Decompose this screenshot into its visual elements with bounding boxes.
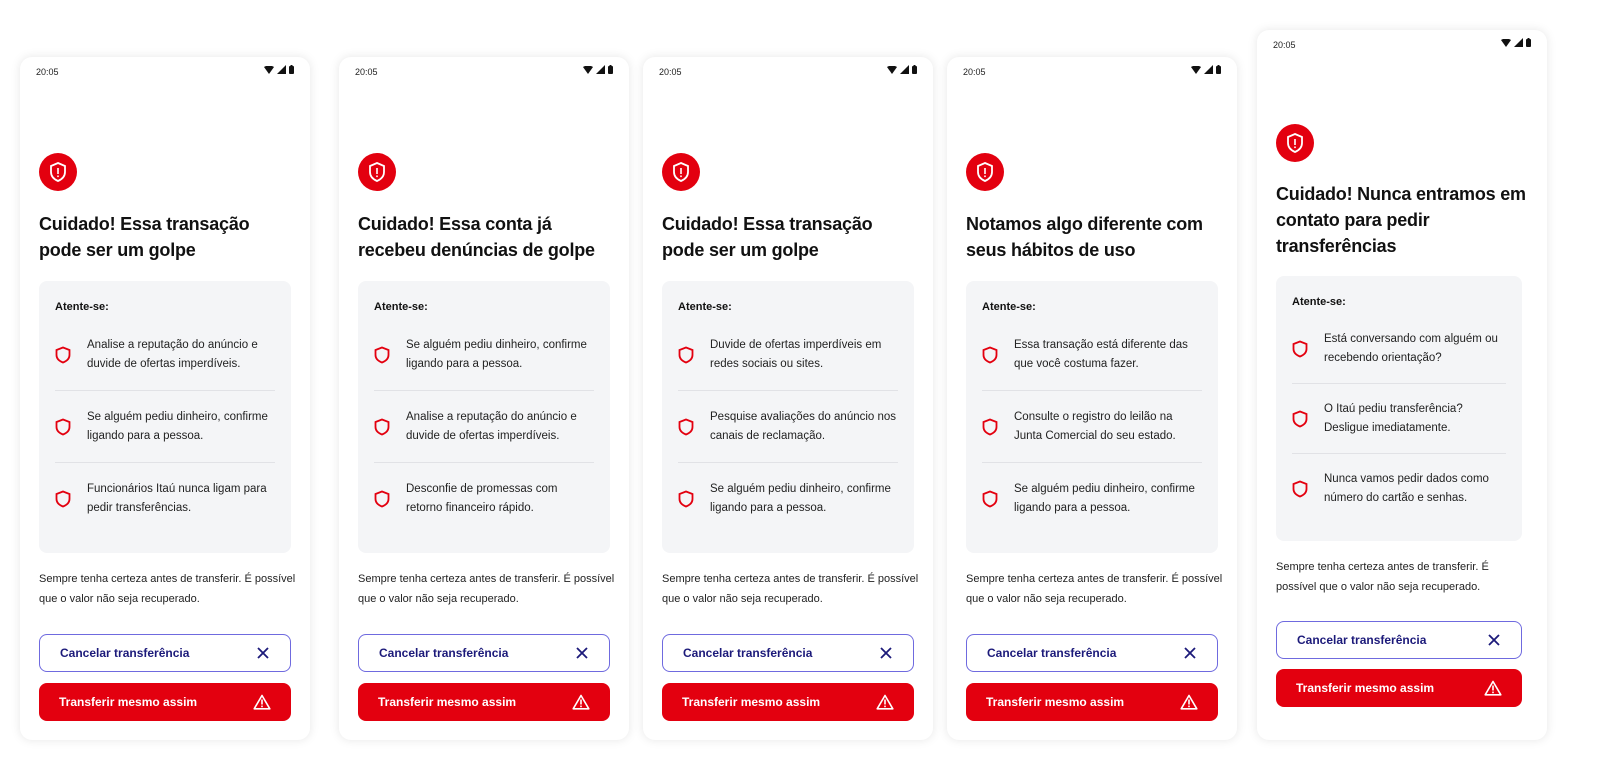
shield-alert-icon [39,153,77,191]
status-time: 20:05 [36,67,59,77]
transfer-anyway-label: Transferir mesmo assim [378,695,517,709]
tip-text: Duvide de ofertas imperdíveis em redes sociais ou sites. [710,338,882,370]
tip-item [678,463,898,534]
battery-icon [912,65,917,74]
transfer-anyway-button[interactable] [39,683,291,721]
tips-card [39,281,291,553]
warning-triangle-icon [572,694,590,710]
phone-screen-3 [643,57,933,740]
warning-note: Sempre tenha certeza antes de transferir. É possível que o valor não seja recuperado. [966,573,1223,605]
transfer-anyway-button[interactable] [966,683,1218,721]
shield-alert-icon [358,153,396,191]
tip-text: Funcionários Itaú nunca ligam para pedir transferências. [87,482,267,514]
shield-icon [374,490,390,508]
cancel-transfer-label: Cancelar transferência [60,646,190,660]
tip-item [55,391,275,463]
shield-icon [678,346,694,364]
status-bar-icons [583,65,613,74]
cancel-transfer-button[interactable] [358,634,610,672]
tips-card [966,281,1218,553]
warning-note: Sempre tenha certeza antes de transferir. É possível que o valor não seja recuperado. [39,573,296,605]
transfer-anyway-button[interactable] [662,683,914,721]
tip-text: Analise a reputação do anúncio e duvide de ofertas imperdíveis. [87,338,258,370]
tip-text: Se alguém pediu dinheiro, confirme ligando para a pessoa. [87,410,268,442]
tip-item [1292,314,1506,384]
shield-icon [678,418,694,436]
wifi-icon [583,66,593,74]
tip-item [55,463,275,534]
status-bar-icons [1191,65,1221,74]
phone-screen-2 [339,57,629,740]
tips-heading: Atente-se: [55,301,109,313]
close-icon [1487,633,1501,647]
battery-icon [1216,65,1221,74]
status-bar-icons [264,65,294,74]
tip-item [982,319,1202,391]
wifi-icon [1191,66,1201,74]
shield-icon [374,418,390,436]
page-title: Cuidado! Essa transação pode ser um golpe [662,214,873,260]
status-bar-icons [887,65,917,74]
shield-alert-icon [662,153,700,191]
warning-triangle-icon [1180,694,1198,710]
tip-item [982,391,1202,463]
tip-item [1292,384,1506,454]
transfer-anyway-label: Transferir mesmo assim [59,695,198,709]
shield-icon [55,346,71,364]
warning-triangle-icon [253,694,271,710]
status-time: 20:05 [355,67,378,77]
tip-text: Essa transação está diferente das que você costuma fazer. [1014,338,1188,370]
tip-text: Consulte o registro do leilão na Junta Comercial do seu estado. [1014,410,1176,442]
tip-item [1292,454,1506,523]
cancel-transfer-button[interactable] [662,634,914,672]
warning-triangle-icon [1484,680,1502,696]
cancel-transfer-label: Cancelar transferência [683,646,813,660]
tips-card [1276,276,1522,541]
tip-item [982,463,1202,534]
cancel-transfer-label: Cancelar transferência [987,646,1117,660]
tip-text: Nunca vamos pedir dados como número do cartão e senhas. [1324,472,1489,504]
cancel-transfer-label: Cancelar transferência [379,646,509,660]
tip-item [374,319,594,391]
shield-icon [678,490,694,508]
tip-text: Se alguém pediu dinheiro, confirme ligando para a pessoa. [710,482,891,514]
battery-icon [1526,38,1531,47]
page-title: Cuidado! Essa conta já recebeu denúncias de golpe [358,214,595,260]
status-time: 20:05 [659,67,682,77]
signal-icon [596,65,605,74]
status-time: 20:05 [963,67,986,77]
tips-heading: Atente-se: [1292,296,1346,308]
battery-icon [289,65,294,74]
tips-heading: Atente-se: [982,301,1036,313]
wifi-icon [264,66,274,74]
phone-screen-4 [947,57,1237,740]
cancel-transfer-button[interactable] [39,634,291,672]
phone-screen-1 [20,57,310,740]
tip-item [678,319,898,391]
tip-text: Analise a reputação do anúncio e duvide de ofertas imperdíveis. [406,410,577,442]
tips-heading: Atente-se: [374,301,428,313]
wifi-icon [1501,39,1511,47]
shield-icon [1292,480,1308,498]
transfer-anyway-label: Transferir mesmo assim [682,695,821,709]
shield-icon [55,418,71,436]
tips-heading: Atente-se: [678,301,732,313]
tip-item [374,463,594,534]
close-icon [256,646,270,660]
shield-icon [1292,410,1308,428]
close-icon [1183,646,1197,660]
tip-item [55,319,275,391]
cancel-transfer-button[interactable] [1276,621,1522,659]
tip-text: Pesquise avaliações do anúncio nos canais de reclamação. [710,410,897,442]
shield-alert-icon [966,153,1004,191]
tip-text: Se alguém pediu dinheiro, confirme ligando para a pessoa. [1014,482,1195,514]
signal-icon [900,65,909,74]
tips-card [358,281,610,553]
warning-triangle-icon [876,694,894,710]
warning-note: Sempre tenha certeza antes de transferir. É possível que o valor não seja recuperado. [358,573,615,605]
shield-alert-icon [1276,124,1314,162]
shield-icon [982,418,998,436]
wifi-icon [887,66,897,74]
warning-note: Sempre tenha certeza antes de transferir. É possível que o valor não seja recuperado. [1276,561,1489,593]
tip-text: Está conversando com alguém ou recebendo orientação? [1324,332,1498,364]
tip-text: Desconfie de promessas com retorno financeiro rápido. [406,482,558,514]
cancel-transfer-label: Cancelar transferência [1297,633,1427,647]
status-bar-icons [1501,38,1531,47]
battery-icon [608,65,613,74]
tip-text: Se alguém pediu dinheiro, confirme ligando para a pessoa. [406,338,587,370]
signal-icon [1514,38,1523,47]
phone-screen-5 [1257,30,1547,740]
tip-item [678,391,898,463]
page-title: Cuidado! Essa transação pode ser um golpe [39,214,250,260]
cancel-transfer-button[interactable] [966,634,1218,672]
shield-icon [982,490,998,508]
signal-icon [277,65,286,74]
close-icon [575,646,589,660]
shield-icon [374,346,390,364]
transfer-anyway-button[interactable] [358,683,610,721]
shield-icon [1292,340,1308,358]
transfer-anyway-label: Transferir mesmo assim [1296,681,1435,695]
transfer-anyway-label: Transferir mesmo assim [986,695,1125,709]
page-title: Notamos algo diferente com seus hábitos de uso [966,214,1203,260]
transfer-anyway-button[interactable] [1276,669,1522,707]
shield-icon [55,490,71,508]
tips-card [662,281,914,553]
page-title: Cuidado! Nunca entramos em contato para pedir transferências [1276,184,1526,256]
status-time: 20:05 [1273,40,1296,50]
close-icon [879,646,893,660]
warning-note: Sempre tenha certeza antes de transferir. É possível que o valor não seja recuperado. [662,573,919,605]
tip-text: O Itaú pediu transferência? Desligue imediatamente. [1324,402,1463,434]
shield-icon [982,346,998,364]
signal-icon [1204,65,1213,74]
tip-item [374,391,594,463]
